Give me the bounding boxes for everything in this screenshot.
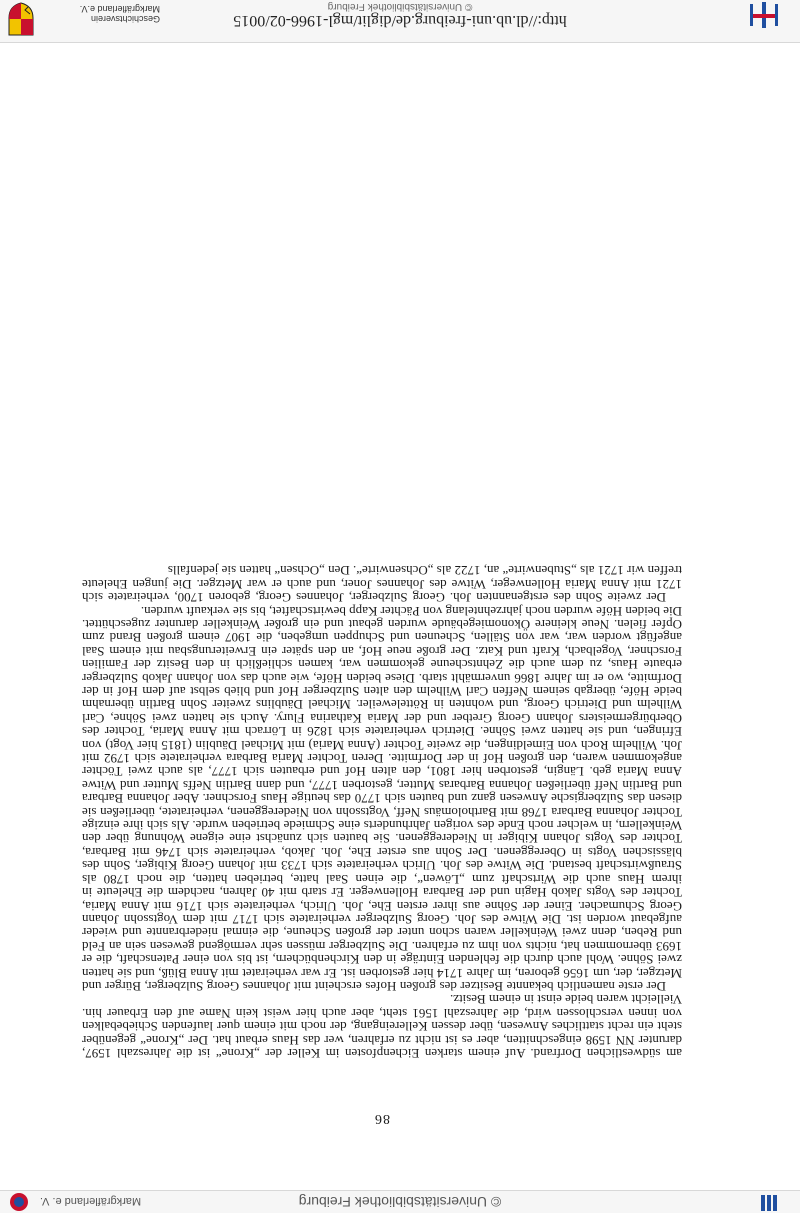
paragraph: Der erste namentlich bekannte Besitzer des großen Hofes erscheint mit Johannes Georg Sulzberger, Bürger und Metzger, der, um 1656 geboren, im Jahre 1714 hier gestorben ist. Er war verheiratet mit Anna Blüß, und sie hatten zwei Söhne. Wohl auch durch die fehlenden Einträge in den Kirchenbüchern, ist bis von einer Patenschaft, die er 1693 übernommen hat, nichts von ihm zu erfahren. Die Sulzberger müssen sehr vermögend gewesen sein an Feld und Reben, denn zwei Weinkeller waren schon unter der großen Scheune, die einmal niederbrannte und wieder aufgebaut worden ist. Die Witwe des Joh. Georg Sulzberger verheiratete sich 1717 mit dem Vogtssohn Johann Georg Schumacher. Einer der Söhne aus ihrer ersten Ehe, Joh. Ulrich, verheiratete sich 1716 mit Anna Maria, Tochter des Vogts Jakob Hagin und der Barbara Hollenweger. Er starb mit 40 Jahren, nachdem die Eheleute in ihrem Haus auch die Wirtschaft zum „Löwen“, die einen Saal hatte, betrieben hatten, die noch 1780 als Straußwirtschaft bestand. Die Witwe des Joh. Ulrich verheiratete sich 1733 mit Johann Georg Kibiger, Sohn des blässischen Vogts in Obereggenen. Der Sohn aus erster Ehe, Joh. Jakob, verheiratete sich 1746 mit Barbara, Tochter des Vogts Johann Kibiger in Niedereggenen. Sie bauten sich zunächst eine eigene Wohnung über den Weinkellern, in welcher noch Ende des vorigen Jahrhunderts eine Schmiede betrieben wurde. Als sich ihre einzige Tochter Johanna Barbara 1768 mit Bartholomäus Neff, Vogtssohn von Niedereggenen, verheiratete, überließen sie diesen das Sulzbergische Anwesen ganz und bauten sich 1770 das heutige Haus Forschner. Aber Johanna Barbara und Bartlin Neff überließen Johanna Barbaras Mutter, gestorben 1777, und dann Bartlin Neffs Mutter und Witwe Anna Maria geb. Längin, gestorben hier 1801, den alten Hof und erbauten sich 1777, als auch zwei Töchter angekommen waren, den großen Hof in der Dorfmitte. Deren Tochter Maria Barbara verheiratete sich 1792 mit Joh. Wilhelm Roch von Eimeldingen, die zweite Tochter (Anna Maria) mit Michael Däublin (1815 hier Vogt) von Efringen, und sie hatten zwei Söhne. Dietrich verheiratete sich 1826 in Lörrach mit Anna Maria, Tochter des Oberbürgermeisters Johann Georg Gretber und der Maria Katharina Flury. Auch sie hatten zwei Söhne, Carl Wilhelm und Dietrich Georg, und wohnten in Rötteleweiler. Michael Däublins zweiter Sohn Bartlin übernahm beide Höfe, übergab seinem Neffen Carl Wilhelm den alten Sulzberger Hof und blieb selbst auf dem Hof in der Dorfmitte, wo er im Jahre 1866 unvermählt starb. Diese beiden Höfe, wie auch das von Johann Jakob Sulzberger erbaute Haus, zu dem auch die Zehntscheune gekommen war, kamen schließlich in den Besitz der Familien Forschner, Vogelbach, Kraft und Katz. Der große neue Hof, an den später ein Erweiterungsbau mit einem Saal angefügt worden war, war von Ställen, Scheunen und Schuppen umgeben, die 1907 einem großen Brand zum Opfer fielen. Neue kleinere Ökonomiegebäude wurden gebaut und ein großer Weinkeller darunter zugeschüttet. Die beiden Höfe wurden noch jahrzehntelang von Pächter Kapp bewirtschaftet, bis sie verkauft wurden. (82, 603, 682, 994)
library-credit: © Universitätsbibliothek Freiburg (327, 1, 473, 12)
top-bar (0, 0, 800, 43)
nav-icon[interactable] (758, 1191, 780, 1213)
crest-label: Geschichtsverein Markgräflerland e.V. (79, 4, 160, 24)
page-body (82, 564, 682, 1060)
bottom-bar (0, 1190, 800, 1213)
page-url[interactable]: http://dl.ub.uni-freiburg.de/diglit/mgl-1966-02/0015 (233, 12, 567, 29)
footer-label: © Universitätsbibliothek Freiburg (298, 1194, 502, 1210)
document-page (72, 40, 692, 1210)
footer-left-label: Markgräflerland e. V. (40, 1195, 142, 1207)
paragraph: am südwestlichen Dorfrand. Auf einem starken Eichenpfosten im Keller der „Krone“ ist die Jahreszahl 1597, darunter NN 1598 eingeschnitten, aber es ist nicht zu erfahren, wer das Haus erbaut hat. Der „Krone“ gegenüber steht ein recht stattliches Anwesen, über dessen Kellereingang, der noch mit einem quer laufenden Schiebebalken von innen verschlossen wird, die Jahreszahl 1561 steht, aber auch hier weist kein Name auf den Erbauer hin. Vielleicht waren beide einst in einem Besitz. (82, 992, 682, 1061)
paragraph: Der zweite Sohn des erstgenannten Joh. Georg Sulzberger, Johannes Georg, geboren 1700, verheiratete sich 1721 mit Anna Maria Hollenweger, Witwe des Johannes Joner, und auch er war Metzger. Die jungen Eheleute treffen wir 1721 als „Stubenwirte“ an, 1722 als „Ochsenwirte“. Den „Ochsen“ hatten sie jedenfalls (82, 563, 682, 606)
page-number: 86 (374, 1111, 390, 1126)
menu-icon[interactable] (746, 0, 782, 30)
